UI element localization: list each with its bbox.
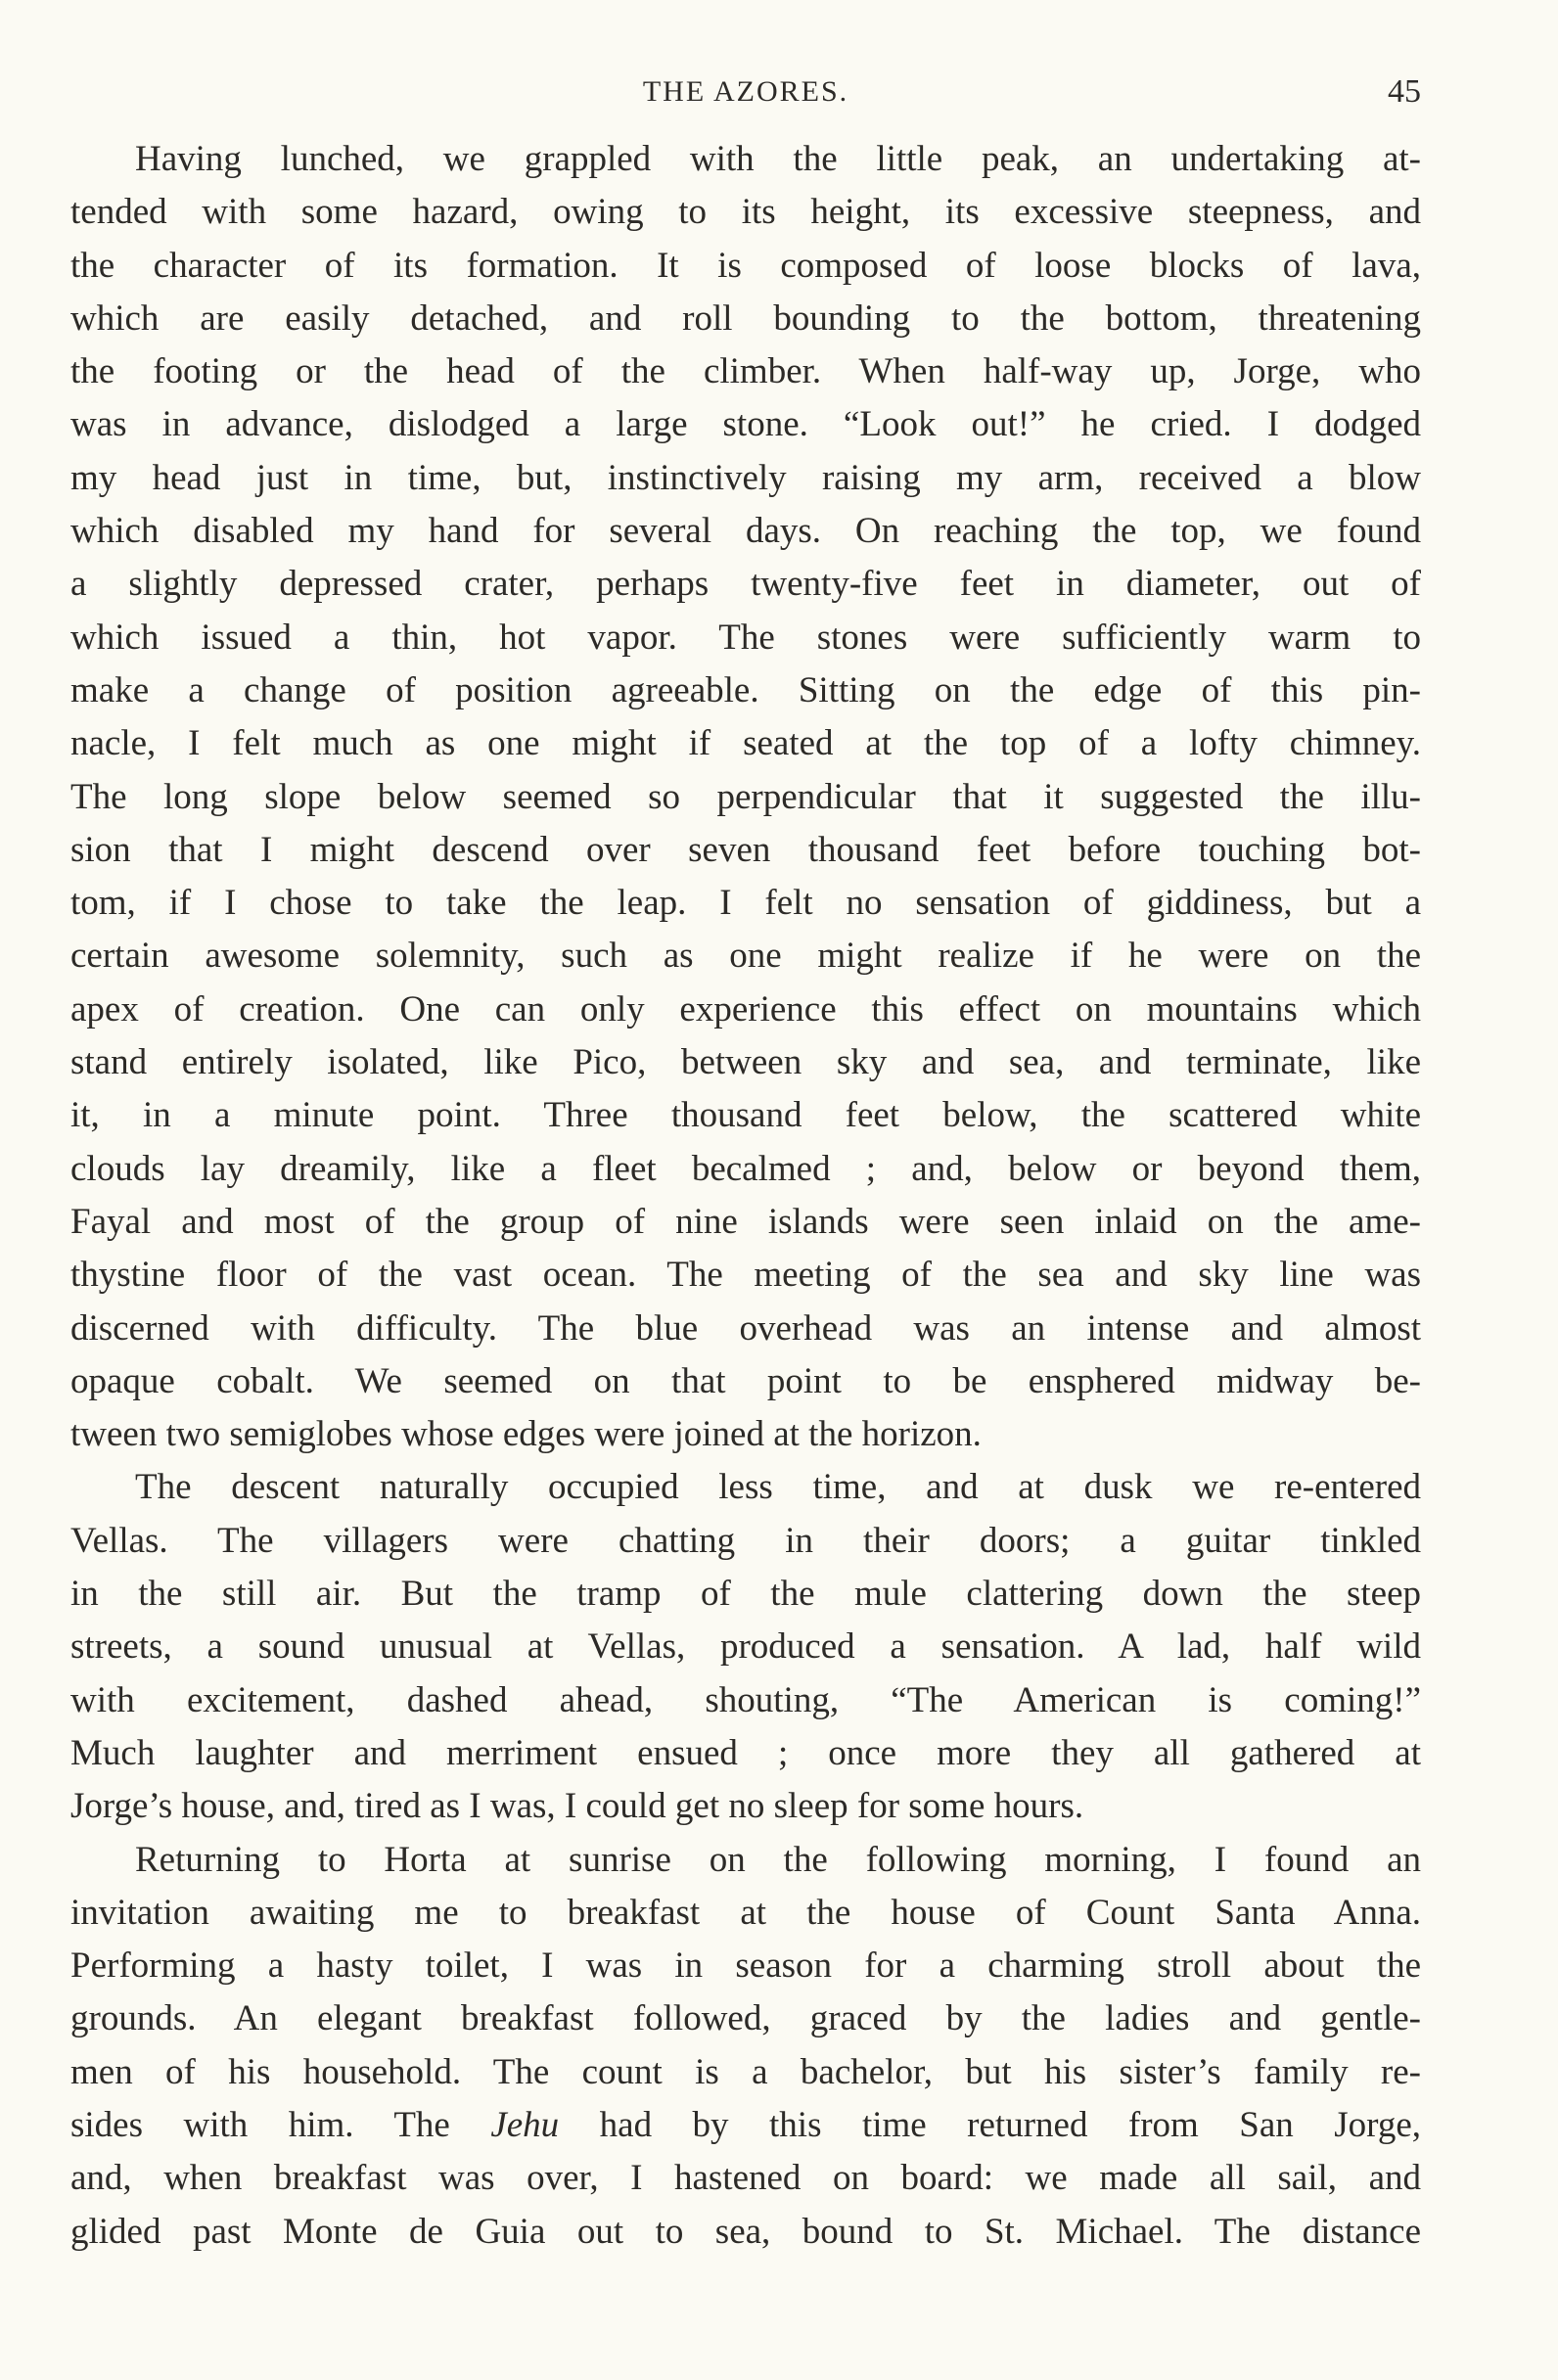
- text-line-content: Having lunched, we grappled with the little peak, an undertaking at-: [135, 139, 1421, 179]
- text-line-content: tom, if I chose to take the leap. I felt no sensation of giddiness, but a: [70, 883, 1421, 924]
- text-line-content: thystine floor of the vast ocean. The meeting of the sea and sky line was: [70, 1255, 1421, 1296]
- page-header: [70, 63, 1421, 121]
- text-line: [70, 877, 1421, 930]
- italic-word: Jehu: [490, 2104, 560, 2145]
- text-line: [70, 1303, 1421, 1355]
- text-line: [70, 664, 1421, 717]
- text-line: [70, 186, 1421, 239]
- text-line-content: in the still air. But the tramp of the mule clattering down the steep: [70, 1574, 1421, 1615]
- text-line-content: tended with some hazard, owing to its height, its excessive steepness, and: [70, 192, 1421, 233]
- text-line: [70, 771, 1421, 824]
- text-line: [70, 1834, 1421, 1887]
- text-line: [70, 1249, 1421, 1302]
- text-line: [70, 345, 1421, 398]
- text-line-content: the footing or the head of the climber. When half-way up, Jorge, who: [70, 351, 1421, 392]
- text-line-content: The descent naturally occupied less time, and at dusk we re-entered: [135, 1467, 1421, 1508]
- text-line: [70, 133, 1421, 186]
- text-line-content: certain awesome solemnity, such as one might realize if he were on the: [70, 936, 1421, 977]
- text-line: [70, 398, 1421, 451]
- text-line: [70, 1143, 1421, 1196]
- text-line: [70, 1780, 1421, 1833]
- text-line: [70, 1568, 1421, 1621]
- text-line-content: which issued a thin, hot vapor. The stones were sufficiently warm to: [70, 617, 1421, 658]
- text-line-content: tween two semiglobes whose edges were joined at the horizon.: [70, 1414, 982, 1455]
- text-line: [70, 1515, 1421, 1568]
- text-line-content: Performing a hasty toilet, I was in season for a charming stroll about the: [70, 1945, 1421, 1987]
- text-line-content: a slightly depressed crater, perhaps twenty-five feet in diameter, out of: [70, 564, 1421, 605]
- text-line: [70, 1089, 1421, 1142]
- text-line: [70, 452, 1421, 505]
- text-line-content: glided past Monte de Guia out to sea, bound to St. Michael. The distance: [70, 2211, 1421, 2252]
- text-line-content: opaque cobalt. We seemed on that point to be ensphered midway be-: [70, 1360, 1421, 1401]
- text-line: [70, 1887, 1421, 1940]
- text-line: [70, 612, 1421, 664]
- text-line: [70, 2206, 1421, 2259]
- text-line-content: apex of creation. One can only experience this effect on mountains which: [70, 988, 1421, 1030]
- text-line: [70, 558, 1421, 611]
- text-line: [70, 1036, 1421, 1089]
- text-line-content: was in advance, dislodged a large stone. “Look out!” he cried. I dodged: [70, 404, 1421, 445]
- text-line-content: streets, a sound unusual at Vellas, produced a sensation. A lad, half wild: [70, 1626, 1421, 1668]
- text-line-content: men of his household. The count is a bachelor, but his sister’s family re-: [70, 2051, 1421, 2092]
- text-line-content: Fayal and most of the group of nine islands were seen inlaid on the ame-: [70, 1201, 1421, 1242]
- text-line-content: Vellas. The villagers were chatting in their doors; a guitar tinkled: [70, 1520, 1421, 1561]
- text-line-content: discerned with difficulty. The blue overhead was an intense and almost: [70, 1307, 1421, 1349]
- text-line-content: stand entirely isolated, like Pico, between sky and sea, and terminate, like: [70, 1042, 1421, 1083]
- text-line-content: Jorge’s house, and, tired as I was, I could get no sleep for some hours.: [70, 1786, 1084, 1827]
- text-line: [70, 505, 1421, 558]
- text-line: [70, 2099, 1421, 2152]
- text-line: [70, 984, 1421, 1036]
- text-line-continuation: had by this time returned from San Jorge,: [559, 2104, 1421, 2145]
- text-line-content: nacle, I felt much as one might if seated at the top of a lofty chimney.: [70, 723, 1421, 764]
- text-line: [70, 717, 1421, 770]
- text-line-content: make a change of position agreeable. Sitting on the edge of this pin-: [70, 669, 1421, 710]
- text-line: [70, 1621, 1421, 1673]
- text-line-content: sion that I might descend over seven thousand feet before touching bot-: [70, 829, 1421, 870]
- text-line: [70, 1408, 1421, 1461]
- body-text: [70, 133, 1421, 2259]
- text-line-content: sides with him. The: [70, 2104, 491, 2145]
- text-line-content: which disabled my hand for several days. On reaching the top, we found: [70, 511, 1421, 552]
- text-line: [70, 1940, 1421, 1992]
- text-line: [70, 1196, 1421, 1249]
- text-line: [70, 2152, 1421, 2205]
- text-line: [70, 293, 1421, 345]
- text-line: [70, 1355, 1421, 1408]
- text-line: [70, 1674, 1421, 1727]
- text-line: [70, 240, 1421, 293]
- text-line-content: with excitement, dashed ahead, shouting, “The American is coming!”: [70, 1679, 1421, 1720]
- text-line-content: clouds lay dreamily, like a fleet becalmed ; and, below or beyond them,: [70, 1148, 1421, 1189]
- text-line: [70, 930, 1421, 983]
- text-line-content: The long slope below seemed so perpendicular that it suggested the illu-: [70, 776, 1421, 817]
- text-line: [70, 2046, 1421, 2099]
- text-line-content: Returning to Horta at sunrise on the following morning, I found an: [135, 1839, 1421, 1880]
- text-line: [70, 824, 1421, 877]
- text-line: [70, 1461, 1421, 1514]
- text-line-content: my head just in time, but, instinctively raising my arm, received a blow: [70, 457, 1421, 498]
- text-line: [70, 1992, 1421, 2045]
- text-line-content: which are easily detached, and roll bounding to the bottom, threatening: [70, 298, 1421, 339]
- running-title: THE AZORES.: [642, 75, 849, 108]
- text-line-content: the character of its formation. It is composed of loose blocks of lava,: [70, 245, 1421, 286]
- page-number: 45: [1388, 73, 1421, 110]
- text-line-content: it, in a minute point. Three thousand feet below, the scattered white: [70, 1095, 1421, 1136]
- text-line: [70, 1727, 1421, 1780]
- text-line-content: Much laughter and merriment ensued ; once more they all gathered at: [70, 1732, 1421, 1773]
- text-line-content: and, when breakfast was over, I hastened on board: we made all sail, and: [70, 2158, 1421, 2199]
- text-line-content: invitation awaiting me to breakfast at the house of Count Santa Anna.: [70, 1892, 1421, 1933]
- text-line-content: grounds. An elegant breakfast followed, graced by the ladies and gentle-: [70, 1998, 1421, 2039]
